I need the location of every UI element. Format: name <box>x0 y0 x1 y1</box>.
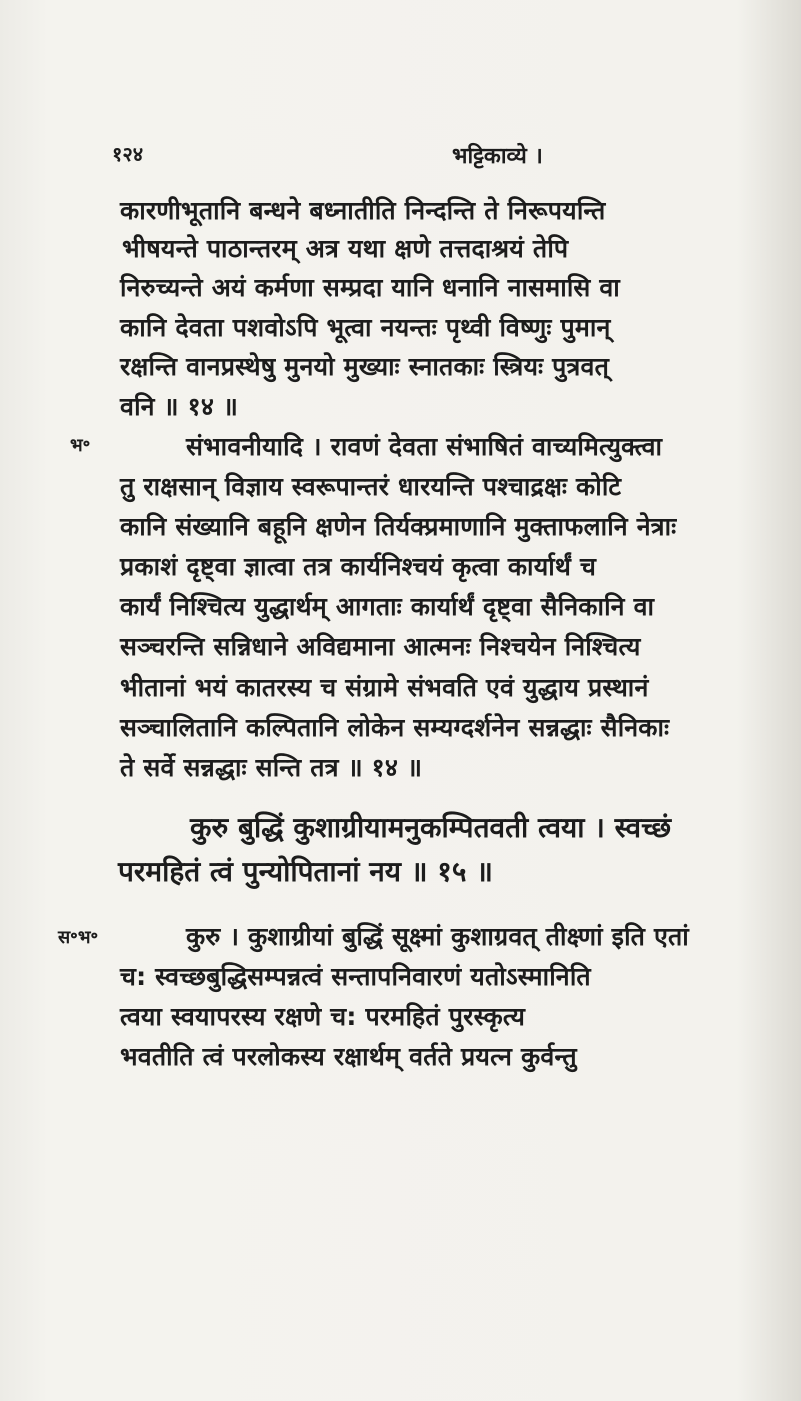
text-line: वनि ॥ १४ ॥ <box>120 392 239 421</box>
running-title: भट्टिकाव्ये । <box>452 144 543 169</box>
text-line: कानि संख्यानि बहूनि क्षणेन तिर्यक्प्रमाणानि मुक्ताफलानि नेत्राः <box>120 512 677 541</box>
text-line: भीतानां भयं कातरस्य च संग्रामे संभवति एवं युद्धाय प्रस्थानं <box>120 673 649 702</box>
text-line: कानि देवता पशवोऽपि भूत्वा नयन्तः पृथ्वी विष्णुः पुमान् <box>120 313 611 342</box>
margin-note: भ॰ <box>70 435 91 456</box>
text-line: भवतीति त्वं परलोकस्य रक्षार्थम् वर्तते प्रयत्न कुर्वन्तु <box>120 1042 577 1071</box>
text-line: सञ्चालितानि कल्पितानि लोकेन सम्यग्दर्शनेन सन्नद्धाः सैनिकाः <box>120 713 670 742</box>
page-number: १२४ <box>112 142 144 166</box>
text-line: सञ्चरन्ति सन्निधाने अविद्यमाना आत्मनः निश्चयेन निश्चित्य <box>120 632 641 661</box>
text-line: निरुच्यन्ते अयं कर्मणा सम्प्रदा यानि धनानि नासमासि वा <box>120 273 620 302</box>
verse-line: कुरु बुद्धिं कुशाग्रीयामनुकम्पितवती त्वया । स्वच्छं <box>190 811 672 844</box>
page-header <box>112 140 712 170</box>
text-line: त्वया स्वयापरस्य रक्षणे च: परमहितं पुरस्कृत्य <box>120 1002 526 1031</box>
text-line: प्रकाशं दृष्ट्वा ज्ञात्वा तत्र कार्यनिश्चयं कृत्वा कार्यार्थं च <box>120 552 597 581</box>
text-line: संभावनीयादि । रावणं देवता संभाषितं वाच्यमित्युक्त्वा <box>186 432 663 461</box>
text-line: कुरु । कुशाग्रीयां बुद्धिं सूक्ष्मां कुशाग्रवत् तीक्ष्णां इति एतां <box>186 922 689 951</box>
margin-note: स॰भ॰ <box>58 927 99 948</box>
text-line: भीषयन्ते पाठान्तरम् अत्र यथा क्षणे तत्तदाश्रयं तेपि <box>122 234 569 263</box>
text-line: ते सर्वे सन्नद्धाः सन्ति तत्र ॥ १४ ॥ <box>120 753 423 782</box>
text-line: रक्षन्ति वानप्रस्थेषु मुनयो मुख्याः स्नातकाः स्त्रियः पुत्रवत् <box>120 352 610 381</box>
text-line: कार्यं निश्चित्य युद्धार्थम् आगताः कार्यार्थं दृष्ट्वा सैनिकानि वा <box>120 592 655 621</box>
text-line: तु राक्षसान् विज्ञाय स्वरूपान्तरं धारयन्ति पश्चाद्रक्षः कोटि <box>120 472 622 501</box>
text-line: च: स्वच्छबुद्धिसम्पन्नत्वं सन्तापनिवारणं यतोऽस्मानिति <box>120 962 591 991</box>
verse-line: परमहितं त्वं पुन्योपितानां नय ॥ १५ ॥ <box>118 855 493 888</box>
text-line: कारणीभूतानि बन्धने बध्नातीति निन्दन्ति ते निरूपयन्ति <box>120 196 606 225</box>
